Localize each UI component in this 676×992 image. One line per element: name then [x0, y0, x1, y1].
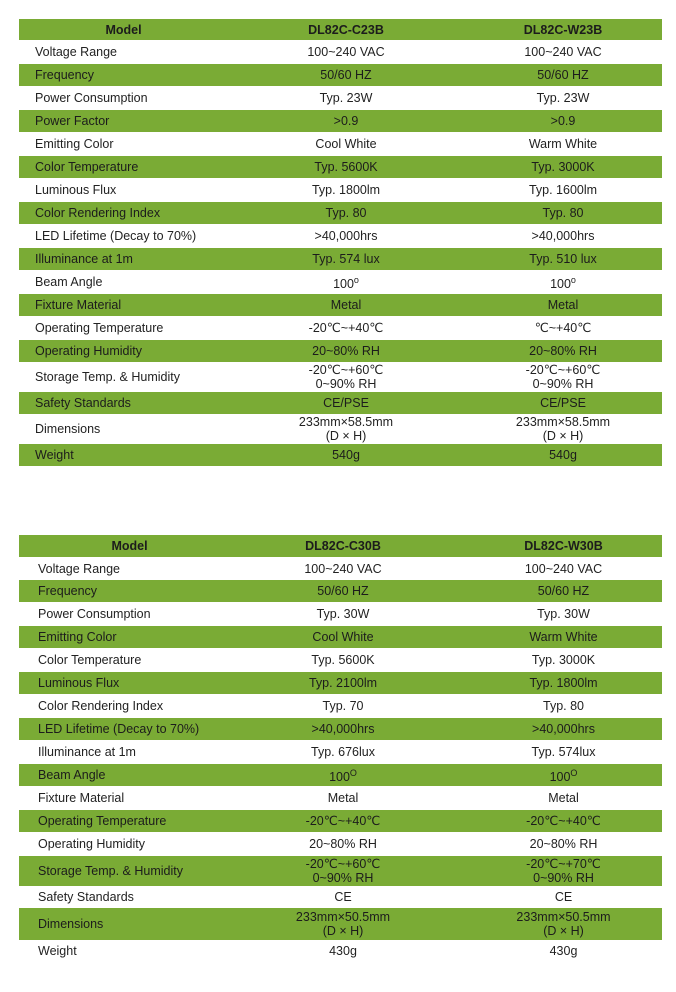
spec-value: 233mm×58.5mm	[298, 415, 394, 429]
spec-row	[19, 270, 662, 294]
spec-row	[19, 856, 662, 886]
spec-value-cell	[465, 672, 662, 694]
spec-value: CE/PSE	[323, 396, 369, 410]
spec-row	[19, 832, 662, 856]
spec-value: >40,000hrs	[314, 229, 378, 243]
spec-value-cell	[221, 718, 465, 740]
spec-value: Typ. 676lux	[311, 745, 375, 759]
spec-value: 233mm×58.5mm	[515, 415, 611, 429]
spec-value: >0.9	[550, 114, 576, 128]
spec-value: 430g	[329, 944, 357, 958]
spec-row	[19, 810, 662, 832]
spec-row	[19, 156, 662, 178]
header-row	[19, 535, 662, 557]
spec-row	[19, 40, 662, 64]
spec-label: Luminous Flux	[19, 672, 221, 694]
spec-value-cell	[464, 64, 662, 86]
spec-label: LED Lifetime (Decay to 70%)	[19, 224, 228, 248]
spec-value-line2: (D × H)	[542, 429, 584, 443]
spec-value: 430g	[549, 944, 578, 958]
spec-value: CE	[554, 890, 573, 904]
spec-row	[19, 672, 662, 694]
spec-value: 20~80% RH	[529, 344, 597, 358]
spec-value: -20℃~+40℃	[305, 814, 381, 828]
spec-value: Metal	[547, 298, 579, 312]
spec-label: Frequency	[19, 580, 221, 602]
header-model-label: Model	[19, 535, 221, 557]
spec-value-cell	[228, 202, 464, 224]
spec-value: Typ. 23W	[536, 91, 590, 105]
spec-row	[19, 718, 662, 740]
spec-value-cell	[465, 908, 662, 940]
header-row	[19, 19, 662, 40]
spec-label: Color Rendering Index	[19, 694, 221, 718]
spec-value: 50/60 HZ	[317, 584, 369, 598]
spec-row	[19, 362, 662, 392]
spec-value-cell	[221, 694, 465, 718]
spec-value: Typ. 70	[322, 699, 364, 713]
spec-value-cell	[464, 178, 662, 202]
spec-value: 100	[549, 770, 571, 785]
spec-value-line2: (D × H)	[543, 924, 584, 938]
spec-value: Typ. 574lux	[531, 745, 596, 759]
spec-value-cell	[228, 110, 464, 132]
spec-label: Dimensions	[19, 908, 221, 940]
spec-value-cell	[465, 886, 662, 908]
spec-label: Color Temperature	[19, 156, 228, 178]
spec-value-line2: (D × H)	[325, 429, 367, 443]
spec-value-cell	[228, 64, 464, 86]
spec-value-cell	[464, 444, 662, 466]
spec-value-cell	[465, 856, 662, 886]
spec-label: Dimensions	[19, 414, 228, 444]
spec-value: Typ. 30W	[316, 607, 370, 621]
spec-row	[19, 132, 662, 156]
spec-row	[19, 648, 662, 672]
spec-label: Beam Angle	[19, 764, 221, 786]
spec-value: Typ. 3000K	[531, 653, 596, 667]
spec-value: -20℃~+60℃	[305, 857, 381, 871]
spec-table-body	[19, 19, 662, 466]
spec-value: 100~240 VAC	[524, 561, 603, 576]
spec-value: Typ. 1800lm	[529, 676, 598, 690]
spec-value: Typ. 23W	[319, 91, 373, 105]
spec-value: Typ. 5600K	[311, 653, 375, 667]
spec-value-cell	[465, 557, 662, 580]
spec-label: Emitting Color	[19, 626, 221, 648]
spec-value: 20~80% RH	[312, 344, 380, 358]
spec-label: Power Factor	[19, 110, 228, 132]
spec-value: 233mm×50.5mm	[295, 910, 391, 924]
spec-label: Voltage Range	[19, 557, 221, 580]
spec-label: Weight	[19, 940, 221, 962]
spec-value: Cool White	[312, 630, 374, 644]
spec-value-cell	[464, 224, 662, 248]
spec-row	[19, 86, 662, 110]
spec-value-cell	[464, 316, 662, 340]
spec-row	[19, 178, 662, 202]
spec-value-cell	[221, 648, 465, 672]
spec-value-cell	[228, 444, 464, 466]
spec-value-cell	[228, 340, 464, 362]
header-model-name: DL82C-W30B	[465, 535, 662, 557]
spec-value: Typ. 80	[325, 206, 367, 220]
spec-row	[19, 580, 662, 602]
spec-value: 100	[550, 277, 571, 292]
spec-value: Warm White	[529, 630, 598, 644]
spec-label: Power Consumption	[19, 602, 221, 626]
spec-label: Operating Temperature	[19, 316, 228, 340]
spec-value: Metal	[548, 791, 579, 805]
spec-label: Power Consumption	[19, 86, 228, 110]
spec-value-cell	[228, 270, 464, 294]
spec-value: CE/PSE	[540, 396, 586, 410]
header-model-label: Model	[19, 19, 228, 40]
spec-row	[19, 414, 662, 444]
spec-value-cell	[221, 856, 465, 886]
spec-value-line2: 0~90% RH	[533, 871, 594, 885]
spec-value-cell	[465, 648, 662, 672]
spec-value-cell	[465, 602, 662, 626]
spec-value: 50/60 HZ	[320, 68, 372, 82]
spec-value: 100~240 VAC	[307, 45, 385, 59]
spec-value: >40,000hrs	[311, 722, 375, 736]
spec-row	[19, 294, 662, 316]
spec-row	[19, 316, 662, 340]
spec-row	[19, 886, 662, 908]
spec-label: Fixture Material	[19, 786, 221, 810]
spec-value-cell	[464, 270, 662, 294]
spec-row	[19, 340, 662, 362]
spec-table-23w	[19, 19, 662, 466]
spec-value-cell	[228, 178, 464, 202]
spec-value-cell	[221, 810, 465, 832]
spec-label: Voltage Range	[19, 40, 228, 64]
spec-label: Illuminance at 1m	[19, 248, 228, 270]
spec-value-cell	[221, 557, 465, 580]
spec-value-cell	[464, 156, 662, 178]
spec-label: Weight	[19, 444, 228, 466]
spec-value-cell	[464, 132, 662, 156]
spec-label: Safety Standards	[19, 392, 228, 414]
spec-value-cell	[464, 86, 662, 110]
spec-value-cell	[228, 132, 464, 156]
spec-value-cell	[221, 580, 465, 602]
spec-value-cell	[221, 786, 465, 810]
spec-value-cell	[465, 718, 662, 740]
spec-value-cell	[465, 786, 662, 810]
spec-value-line2: 0~90% RH	[312, 871, 374, 885]
spec-row	[19, 64, 662, 86]
spec-value-cell	[464, 392, 662, 414]
spec-value: Typ. 510 lux	[529, 252, 597, 266]
spec-value-cell	[464, 414, 662, 444]
spec-value: CE	[334, 890, 352, 904]
spec-value: 20~80% RH	[529, 837, 598, 851]
spec-row	[19, 908, 662, 940]
header-model-name: DL82C-W23B	[464, 19, 662, 40]
spec-value: -20℃~+60℃	[525, 363, 601, 377]
spec-value: Typ. 5600K	[314, 160, 378, 174]
spec-label: Storage Temp. & Humidity	[19, 362, 228, 392]
spec-value-line2: 0~90% RH	[315, 377, 377, 391]
spec-value-cell	[221, 908, 465, 940]
spec-value-cell	[465, 940, 662, 962]
spec-row	[19, 224, 662, 248]
spec-value: Typ. 30W	[537, 607, 590, 621]
spec-value: Typ. 2100lm	[308, 676, 378, 690]
spec-value: >40,000hrs	[531, 229, 595, 243]
spec-label: Illuminance at 1m	[19, 740, 221, 764]
spec-value-cell	[228, 156, 464, 178]
spec-value-cell	[228, 248, 464, 270]
spec-value: 540g	[332, 448, 360, 462]
spec-label: Operating Humidity	[19, 340, 228, 362]
spec-label: Operating Temperature	[19, 810, 221, 832]
spec-value-cell	[464, 294, 662, 316]
spec-row	[19, 764, 662, 786]
spec-label: Luminous Flux	[19, 178, 228, 202]
spec-value-cell	[228, 392, 464, 414]
spec-value: Typ. 1600lm	[528, 183, 598, 197]
spec-value: 100~240 VAC	[304, 561, 382, 576]
spec-value: -20℃~+70℃	[526, 857, 601, 871]
spec-row	[19, 557, 662, 580]
spec-label: Fixture Material	[19, 294, 228, 316]
spec-value: 100	[329, 770, 350, 785]
spec-value-cell	[228, 316, 464, 340]
spec-row	[19, 202, 662, 224]
spec-value-cell	[228, 294, 464, 316]
spec-value-cell	[228, 414, 464, 444]
spec-label: LED Lifetime (Decay to 70%)	[19, 718, 221, 740]
spec-value-cell	[221, 626, 465, 648]
spec-value-cell	[465, 764, 662, 786]
spec-value: 50/60 HZ	[537, 584, 590, 598]
spec-value: Typ. 3000K	[531, 160, 595, 174]
spec-value-cell	[464, 248, 662, 270]
spec-value: 20~80% RH	[309, 837, 377, 851]
spec-value: 50/60 HZ	[537, 68, 589, 82]
spec-value-cell	[465, 580, 662, 602]
spec-value-cell	[464, 110, 662, 132]
spec-value-cell	[464, 340, 662, 362]
spec-value: -20℃~+60℃	[308, 363, 384, 377]
spec-value-cell	[221, 940, 465, 962]
spec-table-30w	[19, 535, 662, 962]
spec-value-cell	[464, 362, 662, 392]
spec-value-cell	[228, 40, 464, 64]
spec-row	[19, 786, 662, 810]
spec-value: -20℃~+40℃	[526, 814, 601, 828]
spec-label: Frequency	[19, 64, 228, 86]
spec-value-cell	[221, 886, 465, 908]
spec-value: Cool White	[315, 137, 377, 151]
spec-row	[19, 110, 662, 132]
spec-value-cell	[465, 832, 662, 856]
spec-value: Typ. 1800lm	[311, 183, 381, 197]
spec-row	[19, 248, 662, 270]
spec-value: 233mm×50.5mm	[516, 910, 611, 924]
spec-value-cell	[464, 202, 662, 224]
spec-label: Operating Humidity	[19, 832, 221, 856]
degree-superscript: O	[570, 767, 578, 778]
spec-row	[19, 694, 662, 718]
spec-value: 540g	[549, 448, 577, 462]
spec-row	[19, 626, 662, 648]
header-model-name: DL82C-C30B	[221, 535, 465, 557]
spec-value-cell	[228, 224, 464, 248]
spec-value-cell	[465, 626, 662, 648]
spec-value: >0.9	[333, 114, 359, 128]
spec-value: 100	[333, 277, 354, 292]
spec-label: Beam Angle	[19, 270, 228, 294]
spec-value: ℃~+40℃	[534, 321, 592, 335]
spec-value-cell	[228, 86, 464, 110]
spec-value-cell	[465, 694, 662, 718]
spec-row	[19, 392, 662, 414]
spec-value-cell	[221, 672, 465, 694]
spec-value: Typ. 574 lux	[312, 252, 380, 266]
spec-value-line2: 0~90% RH	[532, 377, 594, 391]
spec-value: >40,000hrs	[532, 722, 595, 736]
spec-row	[19, 444, 662, 466]
spec-value-cell	[465, 810, 662, 832]
spec-value-line2: (D × H)	[322, 924, 364, 938]
spec-table-body	[19, 535, 662, 962]
spec-label: Storage Temp. & Humidity	[19, 856, 221, 886]
degree-superscript: o	[570, 274, 576, 285]
spec-label: Emitting Color	[19, 132, 228, 156]
degree-superscript: O	[349, 767, 357, 778]
spec-value-cell	[221, 740, 465, 764]
spec-value-cell	[221, 602, 465, 626]
spec-row	[19, 602, 662, 626]
spec-label: Color Rendering Index	[19, 202, 228, 224]
header-model-name: DL82C-C23B	[228, 19, 464, 40]
degree-superscript: o	[353, 274, 359, 285]
spec-value: Typ. 80	[542, 206, 584, 220]
spec-row	[19, 740, 662, 764]
spec-value-cell	[464, 40, 662, 64]
spec-value: 100~240 VAC	[524, 45, 602, 59]
spec-label: Safety Standards	[19, 886, 221, 908]
spec-value: Metal	[327, 791, 359, 805]
spec-value-cell	[228, 362, 464, 392]
spec-value: Warm White	[528, 137, 598, 151]
spec-value-cell	[221, 832, 465, 856]
spec-value: Metal	[330, 298, 362, 312]
spec-value-cell	[465, 740, 662, 764]
spec-row	[19, 940, 662, 962]
spec-value: Typ. 80	[543, 699, 584, 713]
spec-value-cell	[221, 764, 465, 786]
spec-value: -20℃~+40℃	[308, 321, 384, 335]
spec-label: Color Temperature	[19, 648, 221, 672]
